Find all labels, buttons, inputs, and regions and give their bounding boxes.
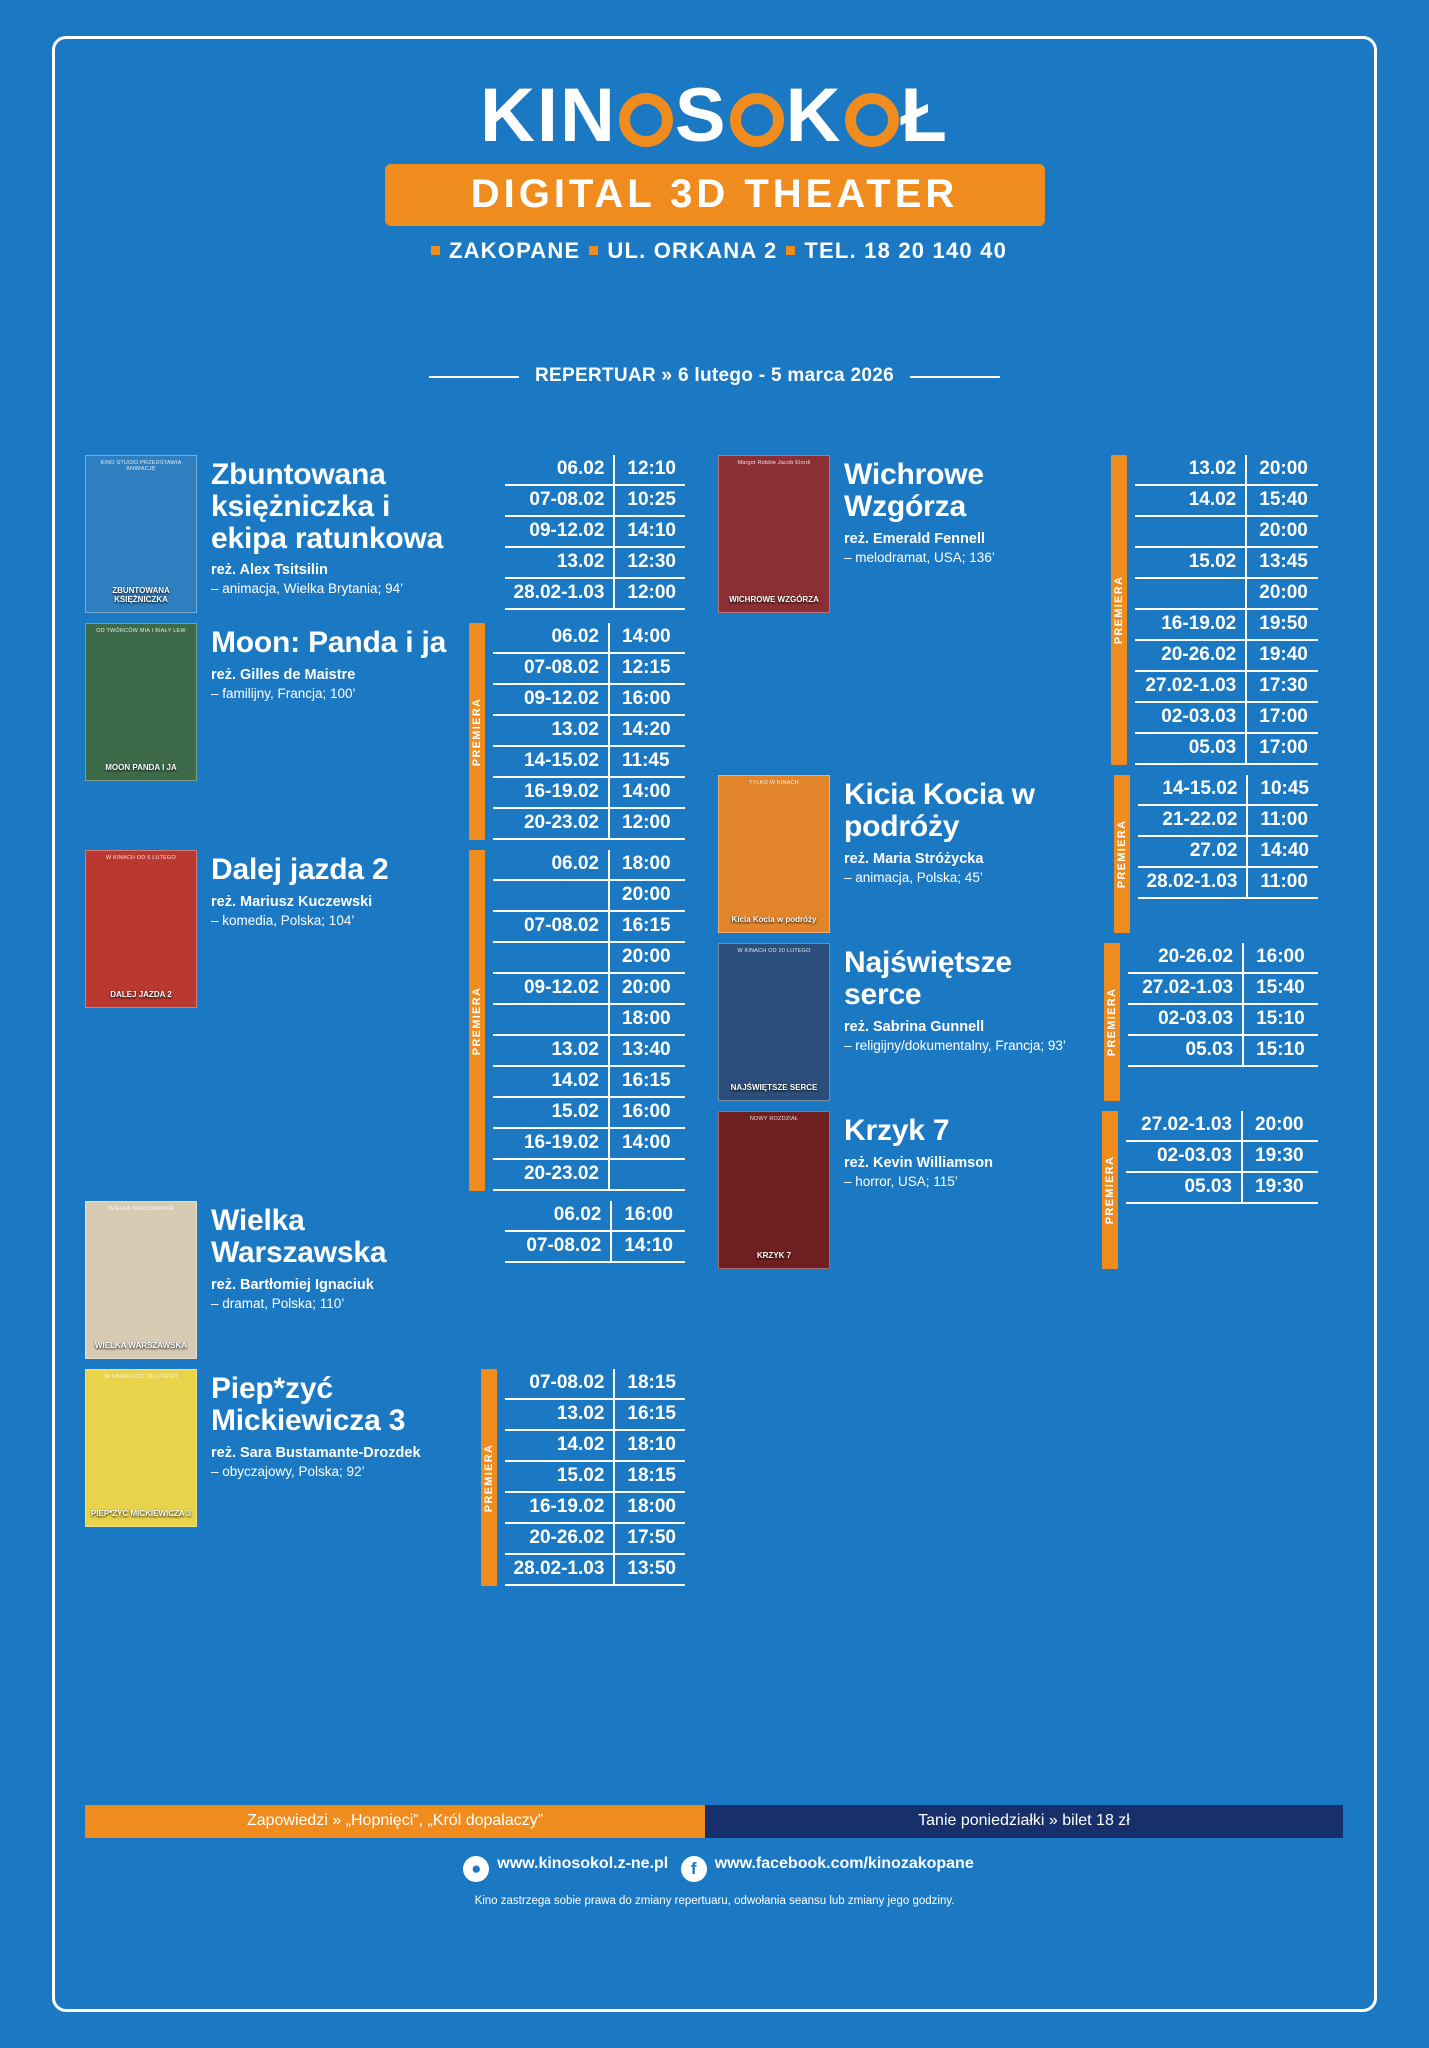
premiera-label: PREMIERA	[1104, 1155, 1116, 1225]
screening-time[interactable]: 15:10	[1243, 1004, 1318, 1035]
screening-date: 13.02	[505, 547, 615, 578]
facebook-icon: f	[681, 1856, 707, 1882]
cheap-monday-banner: Tanie poniedziałki » bilet 18 zł	[705, 1805, 1343, 1838]
screening-time[interactable]: 19:50	[1246, 609, 1318, 640]
screening-date: 28.02-1.03	[505, 578, 615, 609]
movie-title: Krzyk 7	[844, 1114, 950, 1147]
poster-title: NAJŚWIĘTSZE SERCE	[730, 1082, 818, 1092]
table-row	[493, 808, 685, 839]
movie-info	[197, 1369, 481, 1479]
poster-tagline: W KINACH OD 20 LUTEGO	[737, 948, 811, 954]
screening-time[interactable]: 18:00	[609, 850, 685, 880]
movie-info	[197, 1201, 481, 1311]
screening-time[interactable]: 14:10	[614, 516, 685, 547]
screenings-table	[1128, 943, 1318, 1067]
screening-time[interactable]: 20:00	[1246, 516, 1318, 547]
screening-date: 15.02	[505, 1461, 615, 1492]
table-row	[493, 973, 685, 1004]
screening-time[interactable]: 16:15	[614, 1399, 685, 1430]
screening-date: 20-23.02	[493, 1159, 609, 1190]
movie-title: Zbuntowana księżniczka i ekipa ratunkowa	[211, 458, 444, 555]
screening-time[interactable]: 18:15	[614, 1461, 685, 1492]
screening-time[interactable]	[609, 1159, 685, 1190]
screenings-table	[493, 850, 685, 1191]
screening-date: 09-12.02	[493, 973, 609, 1004]
table-row	[493, 1128, 685, 1159]
movies-column-right	[718, 455, 1318, 1279]
screening-time[interactable]: 11:00	[1247, 805, 1318, 836]
movie-meta: – obyczajowy, Polska; 92’	[211, 1463, 365, 1479]
movie-info	[197, 455, 481, 596]
poster-tagline: Margot Robbie Jacob Elordi	[737, 460, 811, 466]
screening-date: 13.02	[493, 1035, 609, 1066]
square-bullet-icon-3	[786, 246, 795, 255]
movie-meta: – religijny/dokumentalny, Francja; 93’	[844, 1037, 1066, 1053]
movies-column-left	[85, 455, 685, 1596]
screening-date: 07-08.02	[505, 1231, 611, 1262]
table-row	[1138, 867, 1318, 898]
footer-banners	[85, 1805, 1343, 1838]
logo-o-ring-2	[728, 78, 786, 154]
screening-time[interactable]: 17:00	[1246, 733, 1318, 764]
movie-director: reż. Gilles de Maistre	[211, 666, 356, 683]
movie-poster	[718, 775, 830, 933]
logo-text-part4: Ł	[900, 73, 949, 158]
screening-date: 07-08.02	[493, 911, 609, 942]
table-row	[493, 715, 685, 746]
table-row	[493, 777, 685, 808]
screening-date: 05.03	[1128, 1035, 1243, 1066]
table-row	[493, 1035, 685, 1066]
table-row	[493, 942, 685, 973]
table-row	[1135, 547, 1318, 578]
screening-time[interactable]: 12:30	[614, 547, 685, 578]
screening-date: 06.02	[493, 850, 609, 880]
premiera-badge	[1104, 943, 1120, 1101]
logo-text-part3: K	[785, 73, 843, 158]
screening-date: 16-19.02	[505, 1492, 615, 1523]
premiera-badge	[1111, 455, 1127, 765]
screenings-table	[1135, 455, 1318, 765]
website-link[interactable]: www.kinosokol.z-ne.pl	[497, 1855, 669, 1872]
screening-date: 20-23.02	[493, 808, 609, 839]
poster-title: WICHROWE WZGÓRZA	[729, 594, 819, 604]
table-row	[1135, 702, 1318, 733]
screening-time[interactable]: 20:00	[1246, 578, 1318, 609]
movie-entry	[718, 455, 1318, 765]
table-row	[1128, 943, 1318, 973]
table-row	[505, 1492, 685, 1523]
movie-title: Wichrowe Wzgórza	[844, 458, 984, 523]
premiera-label: PREMIERA	[471, 986, 483, 1055]
premiera-label: PREMIERA	[482, 1443, 495, 1512]
screening-time[interactable]: 14:10	[611, 1231, 685, 1262]
movie-entry	[718, 775, 1318, 933]
movie-info	[830, 943, 1104, 1053]
table-row	[505, 1523, 685, 1554]
repertuar-header	[0, 365, 1429, 387]
movie-poster	[718, 455, 830, 613]
table-row	[1135, 640, 1318, 671]
screening-date: 27.02	[1138, 836, 1248, 867]
screening-time[interactable]: 13:45	[1246, 547, 1318, 578]
screening-date: 13.02	[493, 715, 609, 746]
screening-time[interactable]: 10:25	[614, 485, 685, 516]
screening-date: 21-22.02	[1138, 805, 1248, 836]
screening-time[interactable]: 17:00	[1246, 702, 1318, 733]
screening-time[interactable]: 18:15	[614, 1369, 685, 1399]
screening-time[interactable]: 20:00	[609, 880, 685, 911]
screening-date: 14-15.02	[493, 746, 609, 777]
table-row	[1135, 733, 1318, 764]
screening-time[interactable]: 10:45	[1247, 775, 1318, 805]
movie-poster	[85, 1201, 197, 1359]
logo-o-ring	[617, 78, 675, 154]
screening-time[interactable]: 16:15	[609, 1066, 685, 1097]
disclaimer-text: Kino zastrzega sobie prawa do zmiany repertuaru, odwołania seansu lub zmiany jego godziny.	[474, 1895, 955, 1907]
table-row	[1126, 1172, 1318, 1203]
table-row	[505, 547, 685, 578]
table-row	[505, 1231, 685, 1262]
screening-time[interactable]: 19:30	[1242, 1141, 1318, 1172]
screening-time[interactable]: 16:00	[1243, 943, 1318, 973]
table-row	[493, 880, 685, 911]
table-row	[1135, 516, 1318, 547]
premiera-badge	[469, 623, 485, 840]
table-row	[505, 1369, 685, 1399]
movie-meta: – melodramat, USA; 136’	[844, 549, 995, 565]
screening-date	[493, 1004, 609, 1035]
poster-tagline: OD TWÓRCÓW MIA I BIAŁY LEW	[96, 628, 186, 634]
movie-info	[197, 623, 469, 701]
screening-time[interactable]: 14:00	[609, 1128, 685, 1159]
street-address: UL. ORKANA 2	[607, 238, 778, 263]
movie-meta: – komedia, Polska; 104’	[211, 912, 355, 928]
city-name: ZAKOPANE	[448, 238, 581, 263]
table-row	[1126, 1111, 1318, 1141]
logo-subtitle: DIGITAL 3D THEATER	[385, 164, 1045, 226]
movie-meta: – horror, USA; 115’	[844, 1173, 958, 1189]
screenings-table	[505, 455, 685, 610]
movie-director: reż. Bartłomiej Ignaciuk	[211, 1276, 374, 1293]
movie-entry	[85, 623, 685, 840]
poster-title: ZBUNTOWANA KSIĘŻNICZKA	[112, 586, 170, 604]
screening-date: 14.02	[1135, 485, 1246, 516]
poster-tagline: W KINACH OD 6 LUTEGO	[105, 855, 176, 861]
table-row	[1138, 836, 1318, 867]
table-row	[493, 1097, 685, 1128]
screening-time[interactable]: 11:45	[609, 746, 685, 777]
poster-title: MOON PANDA I JA	[105, 762, 177, 772]
screening-date	[1135, 516, 1246, 547]
screening-date: 02-03.03	[1126, 1141, 1242, 1172]
table-row	[1128, 1035, 1318, 1066]
movie-meta: – familijny, Francja; 100’	[211, 685, 356, 701]
premiera-badge	[1102, 1111, 1118, 1269]
premiera-label: PREMIERA	[1113, 575, 1126, 645]
movie-meta: – animacja, Polska; 45’	[844, 869, 983, 885]
table-row	[493, 850, 685, 880]
table-row	[1135, 578, 1318, 609]
facebook-link[interactable]: www.facebook.com/kinozakopane	[714, 1855, 974, 1872]
movie-entry	[718, 943, 1318, 1101]
screening-date: 05.03	[1126, 1172, 1242, 1203]
logo-kino-sokol	[0, 73, 1429, 158]
premiera-badge	[1114, 775, 1130, 933]
screening-time[interactable]: 16:15	[609, 911, 685, 942]
repertuar-date-range: REPERTUAR » 6 lutego - 5 marca 2026	[535, 365, 894, 386]
table-row	[1138, 805, 1318, 836]
table-row	[1138, 775, 1318, 805]
screening-time[interactable]: 20:00	[1246, 455, 1318, 485]
table-row	[505, 516, 685, 547]
poster-title: WIELKA WARSZAWSKA	[94, 1340, 188, 1350]
table-row	[493, 1159, 685, 1190]
movie-title: Moon: Panda i ja	[211, 626, 447, 659]
screening-time[interactable]: 17:50	[614, 1523, 685, 1554]
screening-date: 16-19.02	[493, 777, 609, 808]
screening-time[interactable]: 14:40	[1247, 836, 1318, 867]
movie-entry	[85, 850, 685, 1191]
screening-date: 07-08.02	[493, 653, 609, 684]
screening-date: 02-03.03	[1128, 1004, 1243, 1035]
screening-time[interactable]: 18:00	[609, 1004, 685, 1035]
screening-date: 27.02-1.03	[1135, 671, 1246, 702]
movie-director: reż. Mariusz Kuczewski	[211, 893, 373, 910]
screening-time[interactable]: 15:10	[1243, 1035, 1318, 1066]
movie-info	[830, 775, 1114, 885]
premiera-label: PREMIERA	[471, 697, 483, 766]
screenings-table	[1126, 1111, 1318, 1204]
screening-time[interactable]: 17:30	[1246, 671, 1318, 702]
screening-time[interactable]: 11:00	[1247, 867, 1318, 898]
screening-date: 14.02	[505, 1430, 615, 1461]
table-row	[1128, 1004, 1318, 1035]
screening-date: 20-26.02	[505, 1523, 615, 1554]
screening-time[interactable]: 12:10	[614, 455, 685, 485]
screening-date: 20-26.02	[1135, 640, 1246, 671]
table-row	[505, 1430, 685, 1461]
movie-info	[197, 850, 469, 928]
logo-text-part1: KIN	[480, 73, 617, 158]
screening-date: 20-26.02	[1128, 943, 1243, 973]
movie-info	[830, 455, 1111, 565]
table-row	[505, 455, 685, 485]
table-row	[493, 653, 685, 684]
screenings-table	[505, 1369, 685, 1586]
table-row	[505, 1554, 685, 1585]
movie-director: reż. Alex Tsitsilin	[211, 562, 328, 579]
square-bullet-icon	[431, 246, 440, 255]
screening-date: 16-19.02	[493, 1128, 609, 1159]
movie-title: Piep*zyć Mickiewicza 3	[211, 1372, 406, 1437]
table-row	[493, 1004, 685, 1035]
poster-title: PIEP*ZYĆ MICKIEWICZA 3	[90, 1508, 192, 1518]
movie-director: reż. Emerald Fennell	[844, 530, 986, 547]
screening-date: 15.02	[493, 1097, 609, 1128]
screening-time[interactable]: 16:00	[609, 1097, 685, 1128]
screening-date: 05.03	[1135, 733, 1246, 764]
screening-date	[493, 942, 609, 973]
screening-date: 02-03.03	[1135, 702, 1246, 733]
table-row	[505, 1201, 685, 1231]
table-row	[1135, 609, 1318, 640]
movie-poster	[718, 1111, 830, 1269]
screening-time[interactable]: 18:10	[614, 1430, 685, 1461]
premiera-label: PREMIERA	[1115, 819, 1128, 889]
movie-director: reż. Sara Bustamante-Drozdek	[211, 1444, 421, 1461]
square-bullet-icon-2	[589, 246, 598, 255]
screening-date: 07-08.02	[505, 1369, 615, 1399]
screening-time[interactable]: 14:00	[609, 777, 685, 808]
poster-tagline: WIELKA WARSZAWSKA	[108, 1206, 174, 1212]
premiera-badge	[481, 1369, 497, 1586]
screening-time[interactable]: 16:00	[609, 684, 685, 715]
screening-date: 16-19.02	[1135, 609, 1246, 640]
screening-date: 13.02	[1135, 455, 1246, 485]
poster-tagline: W KINACH OD 13 LUTEGO	[104, 1374, 178, 1380]
screening-date: 06.02	[505, 1201, 611, 1231]
table-row	[493, 911, 685, 942]
table-row	[1135, 671, 1318, 702]
screening-time[interactable]: 20:00	[609, 973, 685, 1004]
footer-links	[0, 1855, 1429, 1882]
movie-poster	[85, 455, 197, 613]
screening-time[interactable]: 14:00	[609, 623, 685, 653]
table-row	[1126, 1141, 1318, 1172]
screenings-table	[493, 623, 685, 840]
premiera-badge	[469, 850, 485, 1191]
poster-tagline: KINO STUDIO PRZEDSTAWIA ANIMACJĘ	[100, 460, 182, 472]
screening-date	[493, 880, 609, 911]
screening-date	[1135, 578, 1246, 609]
movie-director: reż. Sabrina Gunnell	[844, 1018, 985, 1035]
movie-director: reż. Kevin Williamson	[844, 1154, 993, 1171]
movie-entry	[85, 455, 685, 613]
screening-date: 07-08.02	[505, 485, 615, 516]
table-row	[493, 746, 685, 777]
screening-date: 14.02	[493, 1066, 609, 1097]
screening-date: 09-12.02	[493, 684, 609, 715]
screening-date: 06.02	[493, 623, 609, 653]
poster-tagline: TYLKO W KINACH	[749, 780, 799, 786]
screening-time[interactable]: 20:00	[609, 942, 685, 973]
screening-date: 13.02	[505, 1399, 615, 1430]
movie-title: Kicia Kocia w podróży	[844, 778, 1035, 843]
screening-date: 14-15.02	[1138, 775, 1248, 805]
screening-date: 28.02-1.03	[1138, 867, 1248, 898]
screening-date: 27.02-1.03	[1128, 973, 1243, 1004]
table-row	[1135, 455, 1318, 485]
table-row	[1128, 973, 1318, 1004]
table-row	[493, 623, 685, 653]
movie-poster	[85, 623, 197, 781]
screenings-table	[1138, 775, 1318, 899]
screening-date: 06.02	[505, 455, 615, 485]
table-row	[493, 684, 685, 715]
movie-meta: – animacja, Wielka Brytania; 94’	[211, 581, 404, 597]
movie-poster	[85, 850, 197, 1008]
table-row	[505, 1461, 685, 1492]
movie-title: Dalej jazda 2	[211, 853, 389, 886]
screening-time[interactable]: 12:00	[609, 808, 685, 839]
movie-director: reż. Maria Stróżycka	[844, 850, 984, 867]
screening-date: 15.02	[1135, 547, 1246, 578]
screening-time[interactable]: 12:00	[614, 578, 685, 609]
movie-info	[830, 1111, 1102, 1189]
poster-title: KRZYK 7	[756, 1250, 792, 1260]
screening-date: 28.02-1.03	[505, 1554, 615, 1585]
movie-entry	[718, 1111, 1318, 1269]
screening-time[interactable]: 15:40	[1243, 973, 1318, 1004]
screening-time[interactable]: 13:40	[609, 1035, 685, 1066]
logo-text-part2: S	[674, 73, 728, 158]
header	[0, 73, 1429, 264]
movie-entry	[85, 1369, 685, 1586]
poster-title: Kicia Kocia w podróży	[731, 914, 817, 924]
screening-time[interactable]: 14:20	[609, 715, 685, 746]
movie-meta: – dramat, Polska; 110’	[211, 1295, 345, 1311]
screenings-table	[505, 1201, 685, 1263]
screening-time[interactable]: 15:40	[1246, 485, 1318, 516]
poster-title: DALEJ JAZDA 2	[110, 989, 172, 999]
screening-time[interactable]: 16:00	[611, 1201, 685, 1231]
phone-number: TEL. 18 20 140 40	[804, 238, 1008, 263]
table-row	[505, 1399, 685, 1430]
movie-entry	[85, 1201, 685, 1359]
movie-title: Najświętsze serce	[844, 946, 1012, 1011]
screening-time[interactable]: 18:00	[614, 1492, 685, 1523]
table-row	[1135, 485, 1318, 516]
cinema-address-line	[0, 238, 1429, 264]
screening-date: 09-12.02	[505, 516, 615, 547]
screening-time[interactable]: 19:30	[1242, 1172, 1318, 1203]
premiera-label: PREMIERA	[1106, 987, 1119, 1057]
screening-time[interactable]: 12:15	[609, 653, 685, 684]
globe-icon: ●	[463, 1856, 489, 1882]
movie-poster	[718, 943, 830, 1101]
logo-o-ring-3	[843, 78, 901, 154]
table-row	[493, 1066, 685, 1097]
table-row	[505, 485, 685, 516]
screening-time[interactable]: 13:50	[614, 1554, 685, 1585]
movie-poster	[85, 1369, 197, 1527]
poster-tagline: NOWY ROZDZIAŁ	[749, 1116, 799, 1122]
table-row	[505, 578, 685, 609]
screening-time[interactable]: 19:40	[1246, 640, 1318, 671]
announcements-banner: Zapowiedzi » „Hopnięci”, „Król dopalaczy”	[85, 1805, 705, 1838]
screening-time[interactable]: 20:00	[1242, 1111, 1318, 1141]
movie-title: Wielka Warszawska	[211, 1204, 387, 1269]
screening-date: 27.02-1.03	[1126, 1111, 1242, 1141]
